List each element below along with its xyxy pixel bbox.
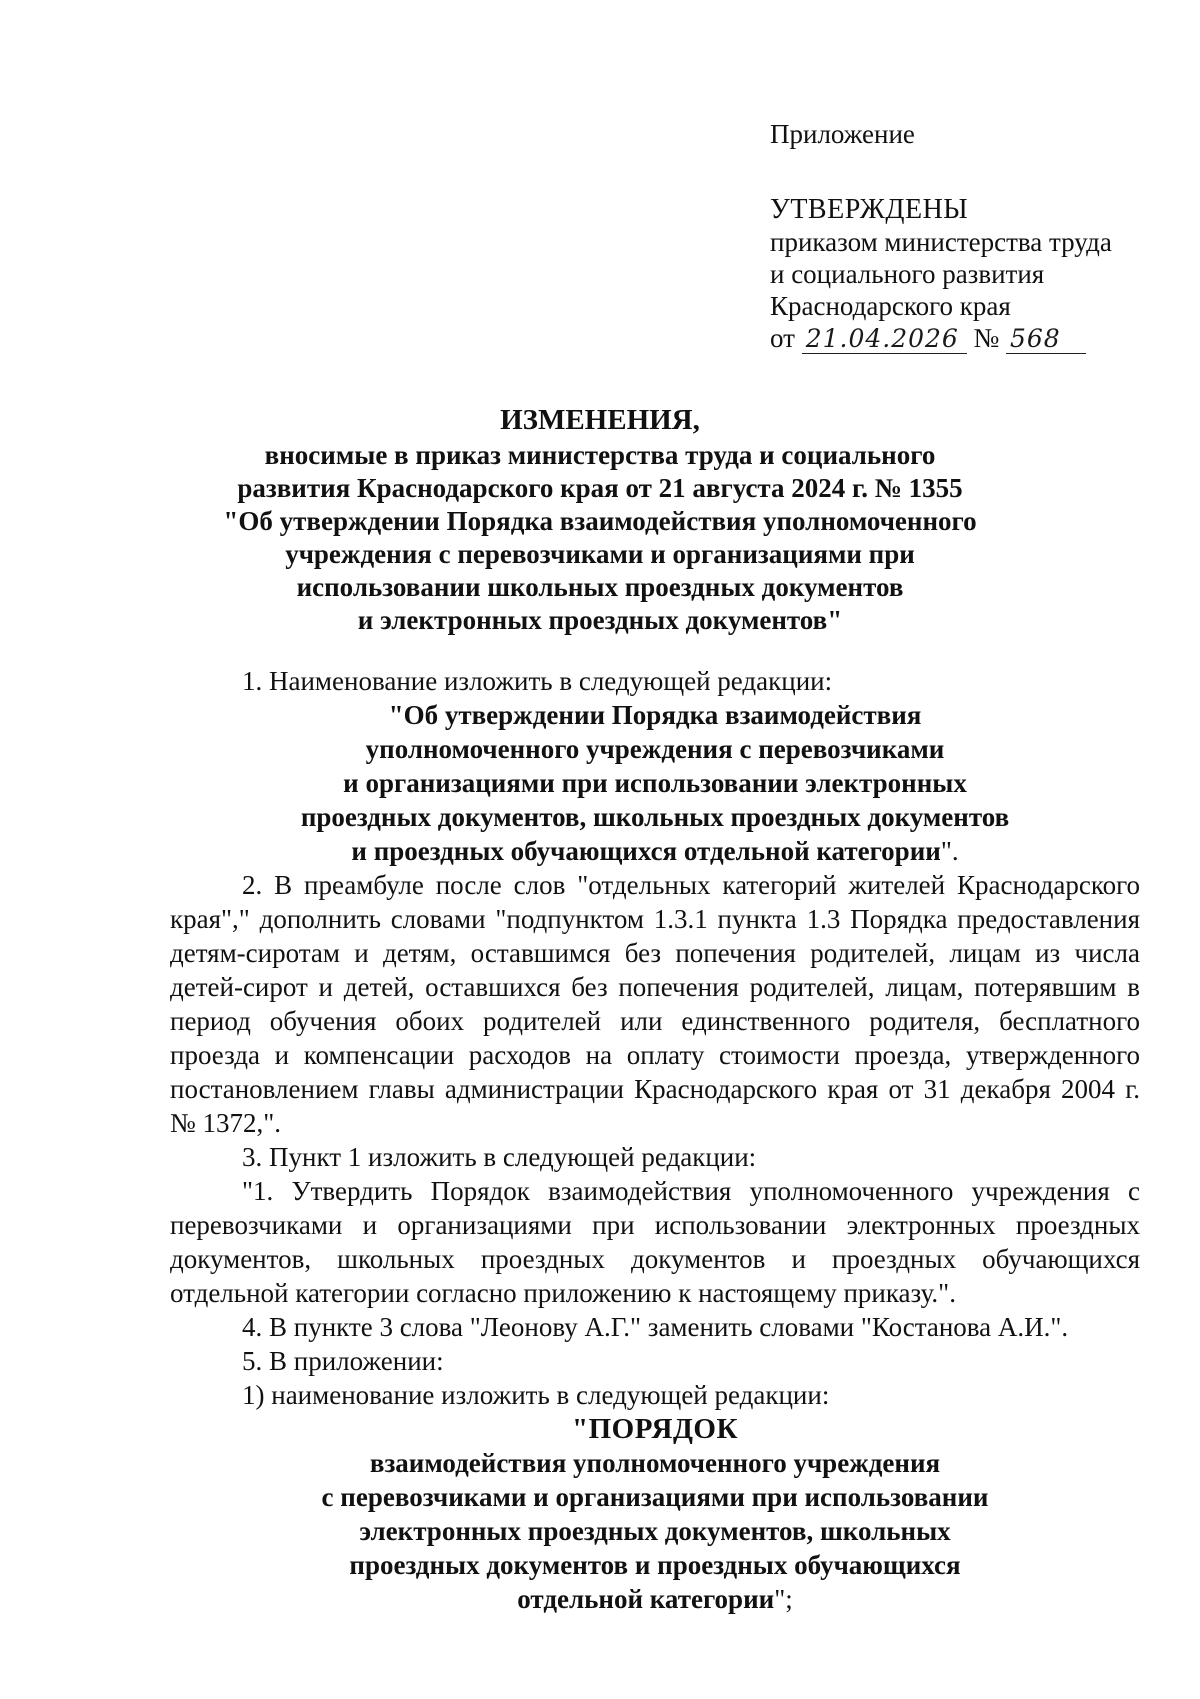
item-5: 5. В приложении: (242, 1346, 444, 1376)
handwritten-number: 568 (1006, 325, 1086, 354)
title-line: учреждения с перевозчиками и организациями при (285, 539, 915, 569)
order-tail: "; (774, 1584, 793, 1614)
order-line: электронных проездных документов, школьных (359, 1516, 951, 1546)
item-4: 4. В пункте 3 слова "Леонову А.Г." заменить словами "Костанова А.И.". (242, 1312, 1069, 1342)
approval-line: приказом министерства труда (770, 227, 1112, 257)
new-name-line: и проездных обучающихся отдельной категории (351, 836, 941, 866)
order-last-line (170, 1582, 1140, 1616)
document-title (150, 404, 1050, 637)
approved-label: УТВЕРЖДЕНЫ (770, 194, 969, 225)
approval-line: и социального развития (770, 259, 1045, 289)
title-line: "Об утверждении Порядка взаимодействия уполномоченного (223, 506, 977, 536)
title-line: и электронных проездных документов" (357, 605, 843, 635)
item-2: 2. В преамбуле после слов "отдельных категорий жителей Краснодарского края"," дополнить словами "подпунктом 1.3.1 пункта 1.3 Порядка предоставления детям-сиротам и детям, оставшимся без попечения родителей, лицам из числа детей-сирот и детей, оставшихся без попечения родителей, лицам, потерявшим в период обучения обоих родителей или единственного родителя, бесплатного проезда и компенсации расходов на оплату стоимости проезда, утвержденного постановлением главы администрации Краснодарского края от 31 декабря 2004 г. № 1372,". (170, 870, 1140, 1138)
order-title: "ПОРЯДОК (572, 1413, 738, 1445)
title-line: вносимые в приказ министерства труда и социального (264, 440, 936, 470)
new-name-block (170, 698, 1140, 868)
new-name-line: уполномоченного учреждения с перевозчиками (365, 734, 945, 764)
item-3: 3. Пункт 1 изложить в следующей редакции: (242, 1142, 757, 1172)
appendix-label: Приложение (770, 119, 915, 149)
item-3-text: "1. Утвердить Порядок взаимодействия уполномоченного учреждения с перевозчиками и организациями при использовании электронных проездных документов, школьных проездных документов и проездных обучающихся отдельной категории согласно приложению к настоящему приказу.". (170, 1176, 1140, 1308)
new-name-last-line (170, 834, 1140, 868)
order-line: взаимодействия уполномоченного учреждения (369, 1448, 941, 1478)
approval-header (770, 118, 1170, 354)
new-name-line: "Об утверждении Порядка взаимодействия (388, 700, 922, 730)
item-5-1: 1) наименование изложить в следующей редакции: (242, 1380, 830, 1410)
date-prefix: от (770, 323, 795, 353)
order-line: отдельной категории (517, 1584, 775, 1614)
title-main: ИЗМЕНЕНИЯ, (500, 404, 700, 436)
new-name-line: проездных документов, школьных проездных документов (300, 802, 1010, 832)
order-title-block (170, 1412, 1140, 1616)
new-name-tail: ". (940, 836, 959, 866)
title-line: использовании школьных проездных документов (296, 572, 904, 602)
document-body (170, 664, 1140, 1616)
approval-line: Краснодарского края (770, 291, 1011, 321)
order-line: с перевозчиками и организациями при использовании (321, 1482, 989, 1512)
item-1: 1. Наименование изложить в следующей редакции: (242, 666, 833, 696)
order-line: проездных документов и проездных обучающихся (349, 1550, 961, 1580)
number-sign: № (973, 323, 1000, 353)
new-name-line: и организациями при использовании электронных (343, 768, 967, 798)
date-number-line (770, 322, 1170, 354)
handwritten-date: 21.04.2026 (802, 325, 967, 354)
title-line: развития Краснодарского края от 21 августа 2024 г. № 1355 (237, 473, 963, 503)
